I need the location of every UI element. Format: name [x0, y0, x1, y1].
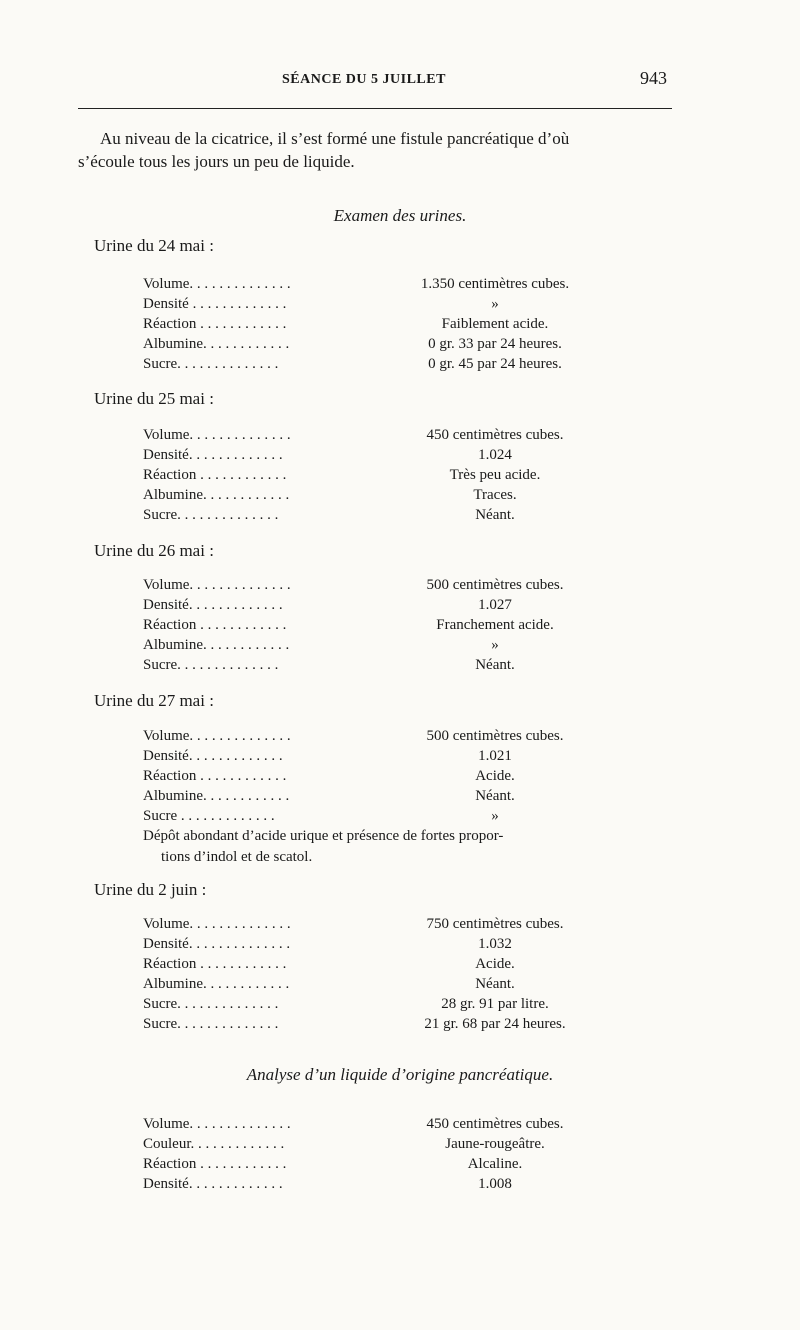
row-label: Sucre. . . . . . . . . . . . . . — [143, 356, 279, 372]
row-label: Réaction . . . . . . . . . . . . — [143, 617, 287, 633]
row-value: 0 gr. 45 par 24 heures. — [428, 356, 562, 372]
row-value: 500 centimètres cubes. — [426, 577, 564, 593]
row-value: Néant. — [475, 507, 515, 523]
row-label: Réaction . . . . . . . . . . . . — [143, 956, 287, 972]
data-row — [143, 996, 643, 1016]
section-title-analysis: Analyse d’un liquide d’origine pancréatique. — [246, 1065, 554, 1084]
row-label: Albumine. . . . . . . . . . . . — [143, 788, 290, 804]
row-label: Densité. . . . . . . . . . . . . — [143, 447, 283, 463]
data-row — [143, 296, 643, 316]
row-label: Couleur. . . . . . . . . . . . . — [143, 1136, 285, 1152]
intro-paragraph — [78, 127, 678, 173]
data-row — [143, 1016, 643, 1036]
row-value: 1.024 — [478, 447, 512, 463]
row-label: Albumine. . . . . . . . . . . . — [143, 336, 290, 352]
row-label: Volume. . . . . . . . . . . . . . — [143, 427, 291, 443]
row-value: Acide. — [475, 956, 515, 972]
data-row — [143, 936, 643, 956]
data-row — [143, 507, 643, 527]
row-value: 450 centimètres cubes. — [426, 427, 564, 443]
data-row — [143, 447, 643, 467]
data-row — [143, 316, 643, 336]
row-label: Réaction . . . . . . . . . . . . — [143, 467, 287, 483]
row-value: 28 gr. 91 par litre. — [441, 996, 549, 1012]
sample-note — [143, 826, 623, 868]
row-label: Densité . . . . . . . . . . . . . — [143, 296, 287, 312]
data-row — [143, 336, 643, 356]
row-label: Volume. . . . . . . . . . . . . . — [143, 916, 291, 932]
data-row — [143, 1176, 643, 1196]
row-label: Volume. . . . . . . . . . . . . . — [143, 577, 291, 593]
row-label: Sucre. . . . . . . . . . . . . . — [143, 1016, 279, 1032]
sample-heading: Urine du 2 juin : — [94, 880, 207, 899]
data-row — [143, 637, 643, 657]
sample-heading: Urine du 25 mai : — [94, 389, 214, 408]
row-label: Réaction . . . . . . . . . . . . — [143, 1156, 287, 1172]
row-label: Volume. . . . . . . . . . . . . . — [143, 276, 291, 292]
data-row — [143, 617, 643, 637]
row-value: » — [491, 808, 499, 824]
note-line-2: tions d’indol et de scatol. — [161, 849, 313, 865]
data-row — [143, 657, 643, 677]
row-label: Réaction . . . . . . . . . . . . — [143, 316, 287, 332]
running-title: SÉANCE DU 5 JUILLET — [282, 72, 446, 87]
row-value: 1.350 centimètres cubes. — [420, 276, 570, 292]
row-label: Volume. . . . . . . . . . . . . . — [143, 1116, 291, 1132]
row-value: 1.008 — [478, 1176, 512, 1192]
data-row — [143, 1136, 643, 1156]
row-value: Néant. — [475, 657, 515, 673]
data-row — [143, 577, 643, 597]
row-label: Densité. . . . . . . . . . . . . — [143, 748, 283, 764]
row-value: Traces. — [473, 487, 517, 503]
data-row — [143, 916, 643, 936]
row-value: » — [491, 637, 499, 653]
data-row — [143, 748, 643, 768]
data-row — [143, 728, 643, 748]
data-row — [143, 788, 643, 808]
sample-heading: Urine du 27 mai : — [94, 691, 214, 710]
sample-heading: Urine du 24 mai : — [94, 236, 214, 255]
data-row — [143, 1116, 643, 1136]
data-row — [143, 597, 643, 617]
row-label: Albumine. . . . . . . . . . . . — [143, 487, 290, 503]
row-label: Sucre . . . . . . . . . . . . . — [143, 808, 275, 824]
row-value: Très peu acide. — [449, 467, 541, 483]
data-row — [143, 276, 643, 296]
row-value: Alcaline. — [467, 1156, 523, 1172]
data-row — [143, 487, 643, 507]
row-label: Densité. . . . . . . . . . . . . . — [143, 936, 291, 952]
row-value: Néant. — [475, 976, 515, 992]
row-value: 500 centimètres cubes. — [426, 728, 564, 744]
page-number: 943 — [640, 68, 667, 88]
row-value: 1.021 — [478, 748, 512, 764]
intro-line-2: s’écoule tous les jours un peu de liquide. — [78, 152, 355, 171]
row-label: Volume. . . . . . . . . . . . . . — [143, 728, 291, 744]
section-title-urines: Examen des urines. — [333, 206, 467, 225]
row-value: 1.027 — [478, 597, 512, 613]
row-value: » — [491, 296, 499, 312]
data-row — [143, 1156, 643, 1176]
row-value: Faiblement acide. — [441, 316, 549, 332]
row-value: Franchement acide. — [436, 617, 554, 633]
row-value: Néant. — [475, 788, 515, 804]
row-label: Albumine. . . . . . . . . . . . — [143, 976, 290, 992]
row-label: Réaction . . . . . . . . . . . . — [143, 768, 287, 784]
row-value: 450 centimètres cubes. — [426, 1116, 564, 1132]
row-value: Acide. — [475, 768, 515, 784]
data-row — [143, 356, 643, 376]
note-line-1: Dépôt abondant d’acide urique et présence de fortes propor- — [143, 828, 504, 844]
data-row — [143, 808, 643, 828]
header-rule — [78, 108, 672, 109]
row-label: Densité. . . . . . . . . . . . . — [143, 597, 283, 613]
row-value: 1.032 — [478, 936, 512, 952]
row-label: Densité. . . . . . . . . . . . . — [143, 1176, 283, 1192]
intro-line-1: Au niveau de la cicatrice, il s’est formé une fistule pancréatique d’où — [100, 129, 570, 148]
data-row — [143, 768, 643, 788]
row-label: Sucre. . . . . . . . . . . . . . — [143, 657, 279, 673]
data-row — [143, 427, 643, 447]
row-value: Jaune-rougeâtre. — [445, 1136, 545, 1152]
sample-heading: Urine du 26 mai : — [94, 541, 214, 560]
data-row — [143, 976, 643, 996]
row-label: Albumine. . . . . . . . . . . . — [143, 637, 290, 653]
data-row — [143, 467, 643, 487]
row-label: Sucre. . . . . . . . . . . . . . — [143, 996, 279, 1012]
row-value: 750 centimètres cubes. — [426, 916, 564, 932]
data-row — [143, 956, 643, 976]
row-label: Sucre. . . . . . . . . . . . . . — [143, 507, 279, 523]
row-value: 0 gr. 33 par 24 heures. — [428, 336, 562, 352]
row-value: 21 gr. 68 par 24 heures. — [424, 1016, 566, 1032]
